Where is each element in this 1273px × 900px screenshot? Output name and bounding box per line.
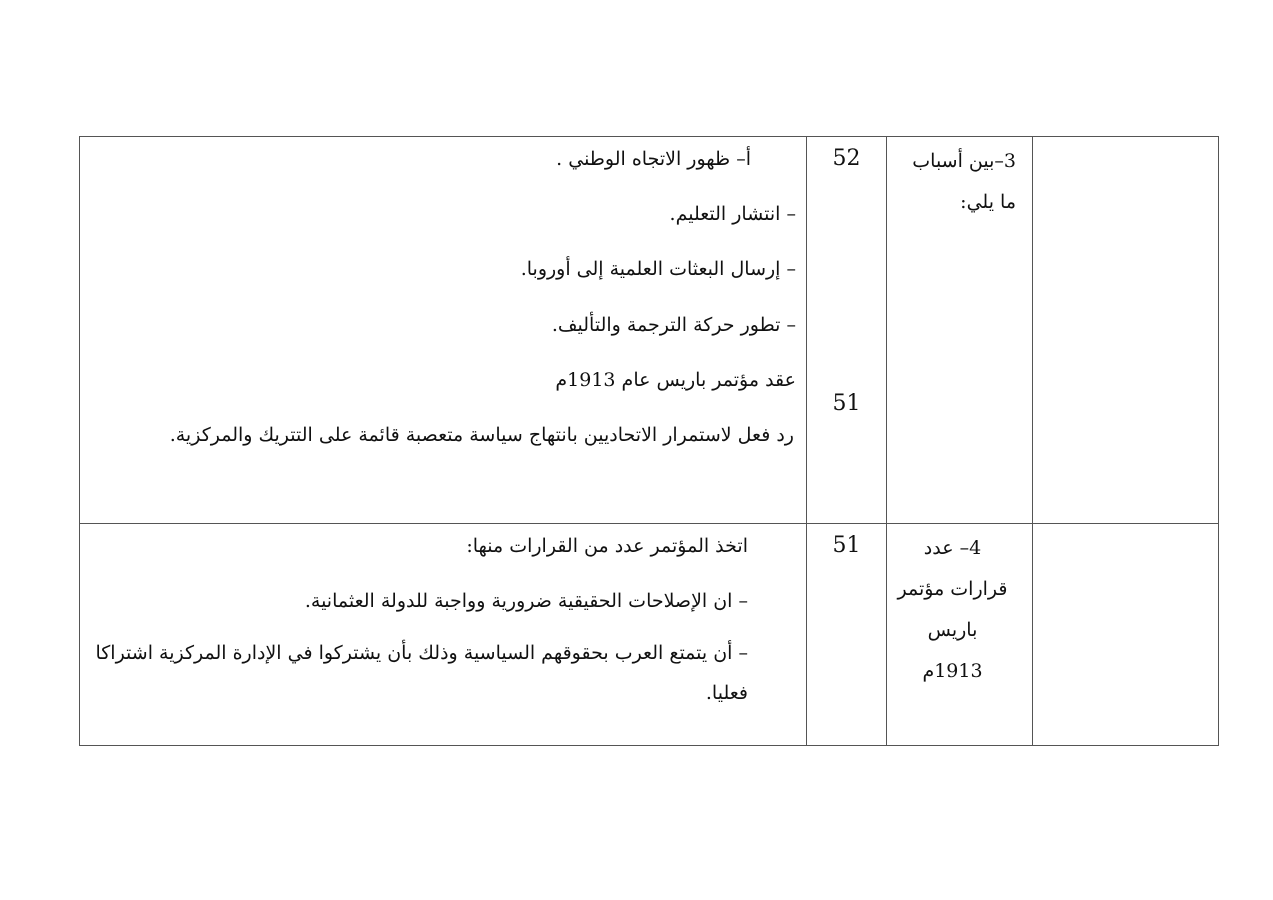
question-cell [887,524,1033,746]
table-row [80,137,1219,524]
answer-line: رد فعل لاستمرار الاتحاديين بانتهاج سياسة متعصبة قائمة على التتريك والمركزية. [169,424,794,446]
answer-line: اتخذ المؤتمر عدد من القرارات منها: [466,535,748,557]
answer-line: عقد مؤتمر باريس عام 1913م [555,369,796,391]
question-text: 4– عدد قرارات مؤتمر باريس 1913م [897,537,1008,682]
question-text: 3–بين أسباب ما يلي: [912,150,1016,213]
empty-cell [1033,137,1219,524]
answer-line: فعليا. [705,682,748,704]
answer-line: أ– ظهور الاتجاه الوطني . [556,148,751,170]
answer-line: – أن يتمتع العرب بحقوقهم السياسية وذلك بأن يشتركوا في الإدارة المركزية اشتراكا [95,642,748,664]
page-number: 51 [832,533,861,558]
page-number: 51 [832,391,861,416]
empty-cell [1033,524,1219,746]
answer-line: – تطور حركة الترجمة والتأليف. [551,314,796,336]
page-number: 52 [832,146,861,171]
answer-line: – ان الإصلاحات الحقيقية ضرورية وواجبة للدولة العثمانية. [304,590,748,612]
answer-line: – إرسال البعثات العلمية إلى أوروبا. [520,258,796,280]
table-row [80,524,1219,746]
page-number-cell [807,137,887,524]
answer-cell [80,137,807,524]
page-number-cell [807,524,887,746]
answers-table [79,136,1219,746]
question-cell [887,137,1033,524]
answer-line: – انتشار التعليم. [669,203,796,225]
answer-cell [80,524,807,746]
